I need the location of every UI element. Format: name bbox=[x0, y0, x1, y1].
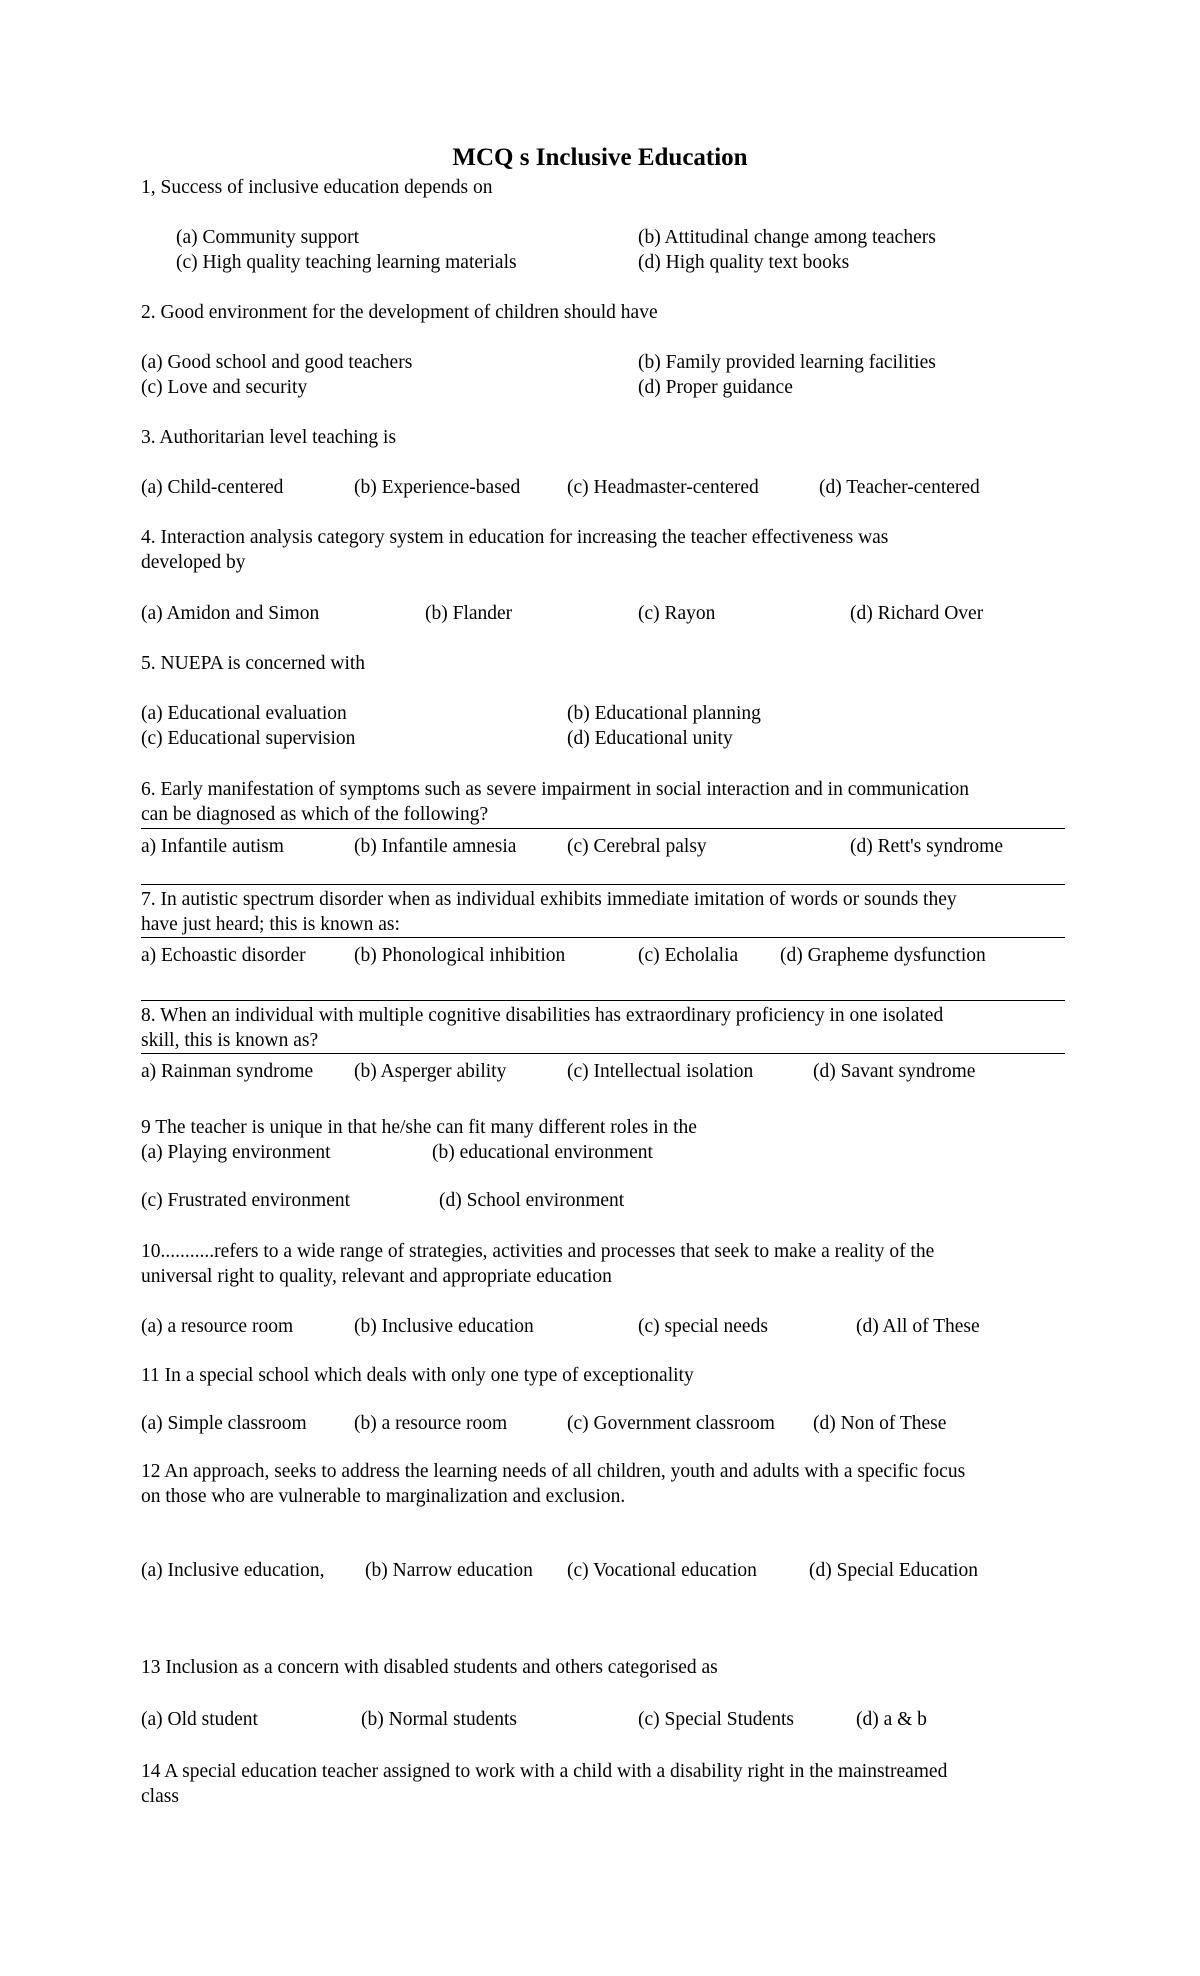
question-11-option-b: (b) a resource room bbox=[354, 1413, 508, 1434]
question-8-option-a: a) Rainman syndrome bbox=[141, 1061, 314, 1082]
question-5-text: 5. NUEPA is concerned with bbox=[141, 653, 366, 674]
question-7-option-c: (c) Echolalia bbox=[638, 945, 739, 966]
question-12-option-c: (c) Vocational education bbox=[567, 1560, 757, 1581]
table-rule bbox=[141, 937, 1065, 938]
question-13-option-d: (d) a & b bbox=[856, 1709, 927, 1730]
question-4-text-line-1: 4. Interaction analysis category system in education for increasing the teacher effectiveness was bbox=[141, 527, 889, 548]
question-1-option-b: (b) Attitudinal change among teachers bbox=[638, 227, 936, 248]
question-11-text: 11 In a special school which deals with only one type of exceptionality bbox=[141, 1365, 694, 1386]
question-2-option-a: (a) Good school and good teachers bbox=[141, 352, 413, 373]
question-7-option-d: (d) Grapheme dysfunction bbox=[780, 945, 986, 966]
question-12-option-d: (d) Special Education bbox=[809, 1560, 978, 1581]
question-6-option-a: a) Infantile autism bbox=[141, 836, 284, 857]
question-14-text-line-2: class bbox=[141, 1786, 179, 1807]
question-5-option-c: (c) Educational supervision bbox=[141, 728, 356, 749]
question-9-text: 9 The teacher is unique in that he/she can fit many different roles in the bbox=[141, 1117, 697, 1138]
question-13-option-b: (b) Normal students bbox=[361, 1709, 517, 1730]
document-title: MCQ s Inclusive Education bbox=[452, 144, 748, 171]
question-6-option-c: (c) Cerebral palsy bbox=[567, 836, 707, 857]
question-5-option-d: (d) Educational unity bbox=[567, 728, 733, 749]
question-9-option-a: (a) Playing environment bbox=[141, 1142, 331, 1163]
question-3-option-c: (c) Headmaster-centered bbox=[567, 477, 759, 498]
question-13-option-c: (c) Special Students bbox=[638, 1709, 794, 1730]
question-13-option-a: (a) Old student bbox=[141, 1709, 258, 1730]
question-3-option-a: (a) Child-centered bbox=[141, 477, 284, 498]
question-12-option-a: (a) Inclusive education, bbox=[141, 1560, 325, 1581]
question-14-text-line-1: 14 A special education teacher assigned to work with a child with a disability right in the mainstreamed bbox=[141, 1761, 948, 1782]
question-12-text-line-2: on those who are vulnerable to marginalization and exclusion. bbox=[141, 1486, 626, 1507]
question-10-option-c: (c) special needs bbox=[638, 1316, 768, 1337]
question-11-option-a: (a) Simple classroom bbox=[141, 1413, 307, 1434]
question-2-option-c: (c) Love and security bbox=[141, 377, 308, 398]
question-3-text: 3. Authoritarian level teaching is bbox=[141, 427, 397, 448]
question-9-option-c: (c) Frustrated environment bbox=[141, 1190, 351, 1211]
table-rule bbox=[141, 884, 1065, 885]
question-9-option-d: (d) School environment bbox=[439, 1190, 625, 1211]
table-rule bbox=[141, 1000, 1065, 1001]
question-1-option-a: (a) Community support bbox=[176, 227, 360, 248]
question-12-option-b: (b) Narrow education bbox=[365, 1560, 533, 1581]
question-6-option-d: (d) Rett's syndrome bbox=[850, 836, 1003, 857]
question-6-text-line-2: can be diagnosed as which of the following? bbox=[141, 804, 489, 825]
question-4-text-line-2: developed by bbox=[141, 552, 246, 573]
question-13-text: 13 Inclusion as a concern with disabled students and others categorised as bbox=[141, 1657, 718, 1678]
question-3-option-d: (d) Teacher-centered bbox=[819, 477, 980, 498]
question-4-option-a: (a) Amidon and Simon bbox=[141, 603, 320, 624]
question-5-option-b: (b) Educational planning bbox=[567, 703, 761, 724]
table-rule bbox=[141, 828, 1065, 829]
question-6-text-line-1: 6. Early manifestation of symptoms such as severe impairment in social interaction and in communication bbox=[141, 779, 969, 800]
question-8-text-line-2: skill, this is known as? bbox=[141, 1030, 319, 1051]
question-6-option-b: (b) Infantile amnesia bbox=[354, 836, 517, 857]
question-10-text-line-1: 10...........refers to a wide range of strategies, activities and processes that seek to make a reality of the bbox=[141, 1241, 935, 1262]
question-3-option-b: (b) Experience-based bbox=[354, 477, 521, 498]
question-4-option-b: (b) Flander bbox=[425, 603, 513, 624]
question-9-option-b: (b) educational environment bbox=[432, 1142, 653, 1163]
question-1-option-d: (d) High quality text books bbox=[638, 252, 850, 273]
question-8-option-c: (c) Intellectual isolation bbox=[567, 1061, 754, 1082]
question-12-text-line-1: 12 An approach, seeks to address the learning needs of all children, youth and adults with a specific focus bbox=[141, 1461, 966, 1482]
question-1-text: 1, Success of inclusive education depends on bbox=[141, 177, 493, 198]
question-10-text-line-2: universal right to quality, relevant and appropriate education bbox=[141, 1266, 612, 1287]
question-7-option-b: (b) Phonological inhibition bbox=[354, 945, 566, 966]
question-11-option-c: (c) Government classroom bbox=[567, 1413, 775, 1434]
question-7-option-a: a) Echoastic disorder bbox=[141, 945, 306, 966]
question-4-option-c: (c) Rayon bbox=[638, 603, 716, 624]
question-2-option-b: (b) Family provided learning facilities bbox=[638, 352, 936, 373]
question-10-option-a: (a) a resource room bbox=[141, 1316, 294, 1337]
question-7-text-line-2: have just heard; this is known as: bbox=[141, 914, 400, 935]
question-7-text-line-1: 7. In autistic spectrum disorder when as individual exhibits immediate imitation of words or sounds they bbox=[141, 889, 957, 910]
question-10-option-b: (b) Inclusive education bbox=[354, 1316, 534, 1337]
question-8-option-d: (d) Savant syndrome bbox=[813, 1061, 976, 1082]
question-2-option-d: (d) Proper guidance bbox=[638, 377, 793, 398]
table-rule bbox=[141, 1053, 1065, 1054]
question-5-option-a: (a) Educational evaluation bbox=[141, 703, 347, 724]
question-8-option-b: (b) Asperger ability bbox=[354, 1061, 507, 1082]
question-10-option-d: (d) All of These bbox=[856, 1316, 980, 1337]
question-4-option-d: (d) Richard Over bbox=[850, 603, 984, 624]
question-11-option-d: (d) Non of These bbox=[813, 1413, 947, 1434]
question-1-option-c: (c) High quality teaching learning materials bbox=[176, 252, 517, 273]
question-8-text-line-1: 8. When an individual with multiple cognitive disabilities has extraordinary proficiency in one isolated bbox=[141, 1005, 944, 1026]
question-2-text: 2. Good environment for the development of children should have bbox=[141, 302, 658, 323]
